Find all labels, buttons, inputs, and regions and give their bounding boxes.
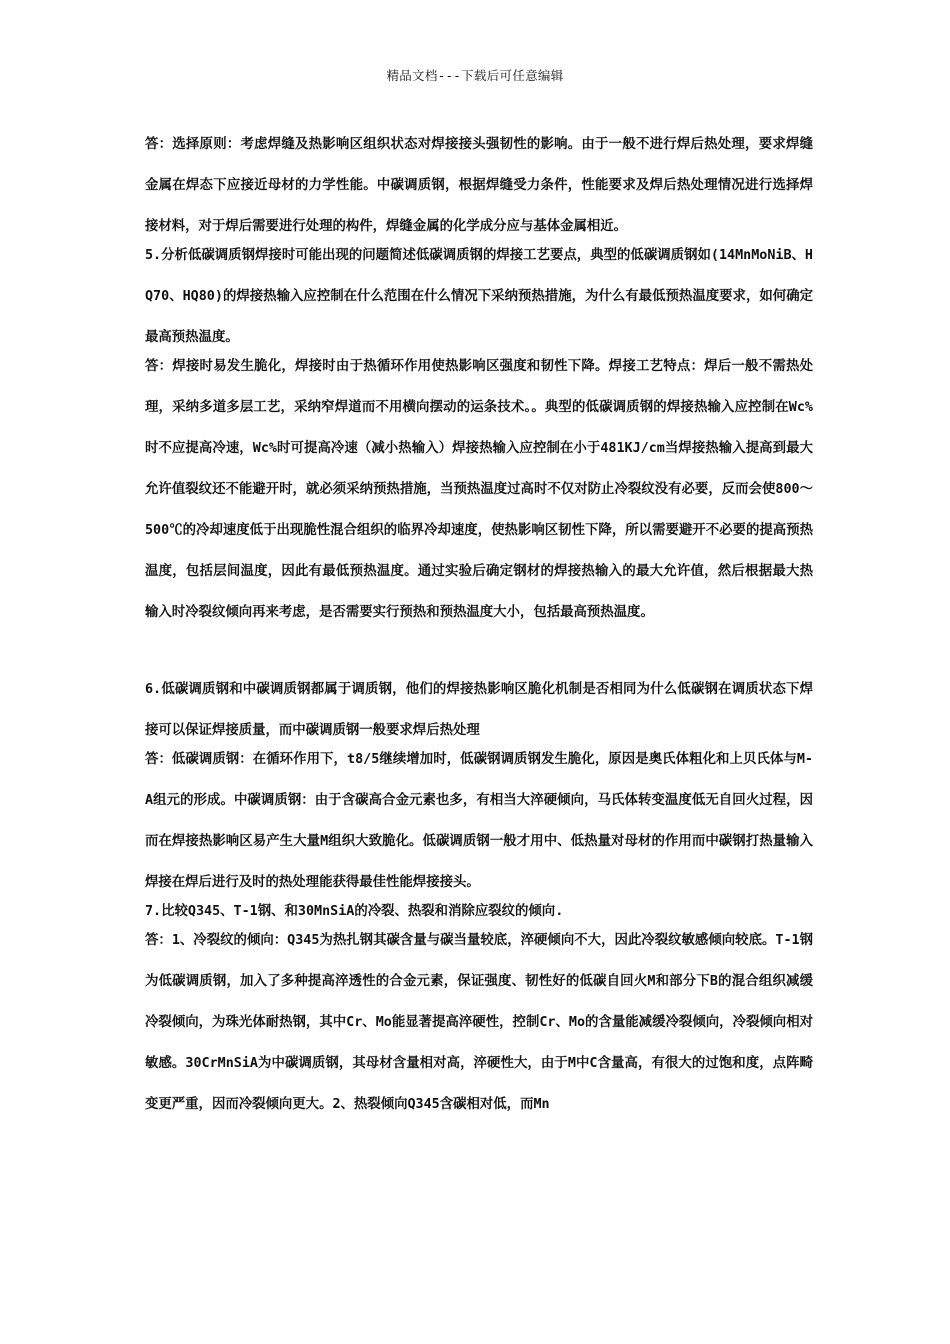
page-header: 精品文档---下载后可任意编辑 [386,68,564,83]
question-6-paragraph: 6.低碳调质钢和中碳调质钢都属于调质钢，他们的焊接热影响区脆化机制是否相同为什么低碳钢在调质状态下焊接可以保证焊接质量，而中碳调质钢一般要求焊后热处理 [145,682,813,738]
paragraph-spacer [145,633,813,669]
question-5-paragraph: 5.分析低碳调质钢焊接时可能出现的问题简述低碳调质钢的焊接工艺要点，典型的低碳调质钢如(14MnMoNiB、HQ70、HQ80)的焊接热输入应控制在什么范围在什么情况下采纳预热措施，为什么有最低预热温度要求，如何确定最高预热温度。 [145,248,813,345]
answer-7-paragraph: 答：1、冷裂纹的倾向：Q345为热扎钢其碳含量与碳当量较底，淬硬倾向不大，因此冷裂纹敏感倾向较底。T-1钢为低碳调质钢，加入了多种提高淬透性的合金元素，保证强度、韧性好的低碳自回火M和部分下B的混合组织减缓冷裂倾向，为珠光体耐热钢，其中Cr、Mo能显著提高淬硬性，控制Cr、Mo的含量能减缓冷裂倾向，冷裂倾向相对敏感。30CrMnSiA为中碳调质钢，其母材含量相对高，淬硬性大，由于M中C含量高，有很大的过饱和度，点阵畸变更严重，因而冷裂倾向更大。2、热裂倾向Q345含碳相对低，而Mn [145,933,813,1112]
document-body [145,124,813,1125]
question-7-paragraph: 7.比较Q345、T-1钢、和30MnSiA的冷裂、热裂和消除应裂纹的倾向. [145,904,564,919]
answer-5-paragraph: 答：焊接时易发生脆化，焊接时由于热循环作用使热影响区强度和韧性下降。焊接工艺特点：焊后一般不需热处理，采纳多道多层工艺，采纳窄焊道而不用横向摆动的运条技术。。典型的低碳调质钢的焊接热输入应控制在Wc%时不应提高冷速，Wc%时可提高冷速（减小热输入）焊接热输入应控制在小于481KJ/cm当焊接热输入提高到最大允许值裂纹还不能避开时，就必须采纳预热措施，当预热温度过高时不仅对防止冷裂纹没有必要，反而会使800～500℃的冷却速度低于出现脆性混合组织的临界冷却速度，使热影响区韧性下降，所以需要避开不必要的提高预热温度，包括层间温度，因此有最低预热温度。通过实验后确定钢材的焊接热输入的最大允许值，然后根据最大热输入时冷裂纹倾向再来考虑，是否需要实行预热和预热温度大小，包括最高预热温度。 [145,359,813,620]
answer-6-paragraph: 答：低碳调质钢：在循环作用下，t8/5继续增加时，低碳钢调质钢发生脆化，原因是奥氏体粗化和上贝氏体与M-A组元的形成。中碳调质钢：由于含碳高合金元素也多，有相当大淬硬倾向，马氏体转变温度低无自回火过程，因而在焊接热影响区易产生大量M组织大致脆化。低碳调质钢一般才用中、低热量对母材的作用而中碳钢打热量输入焊接在焊后进行及时的热处理能获得最佳性能焊接接头。 [145,752,813,890]
answer-4-paragraph: 答：选择原则：考虑焊缝及热影响区组织状态对焊接接头强韧性的影响。由于一般不进行焊后热处理，要求焊缝金属在焊态下应接近母材的力学性能。中碳调质钢，根据焊缝受力条件，性能要求及焊后热处理情况进行选择焊接材料，对于焊后需要进行处理的构件，焊缝金属的化学成分应与基体金属相近。 [145,137,813,234]
